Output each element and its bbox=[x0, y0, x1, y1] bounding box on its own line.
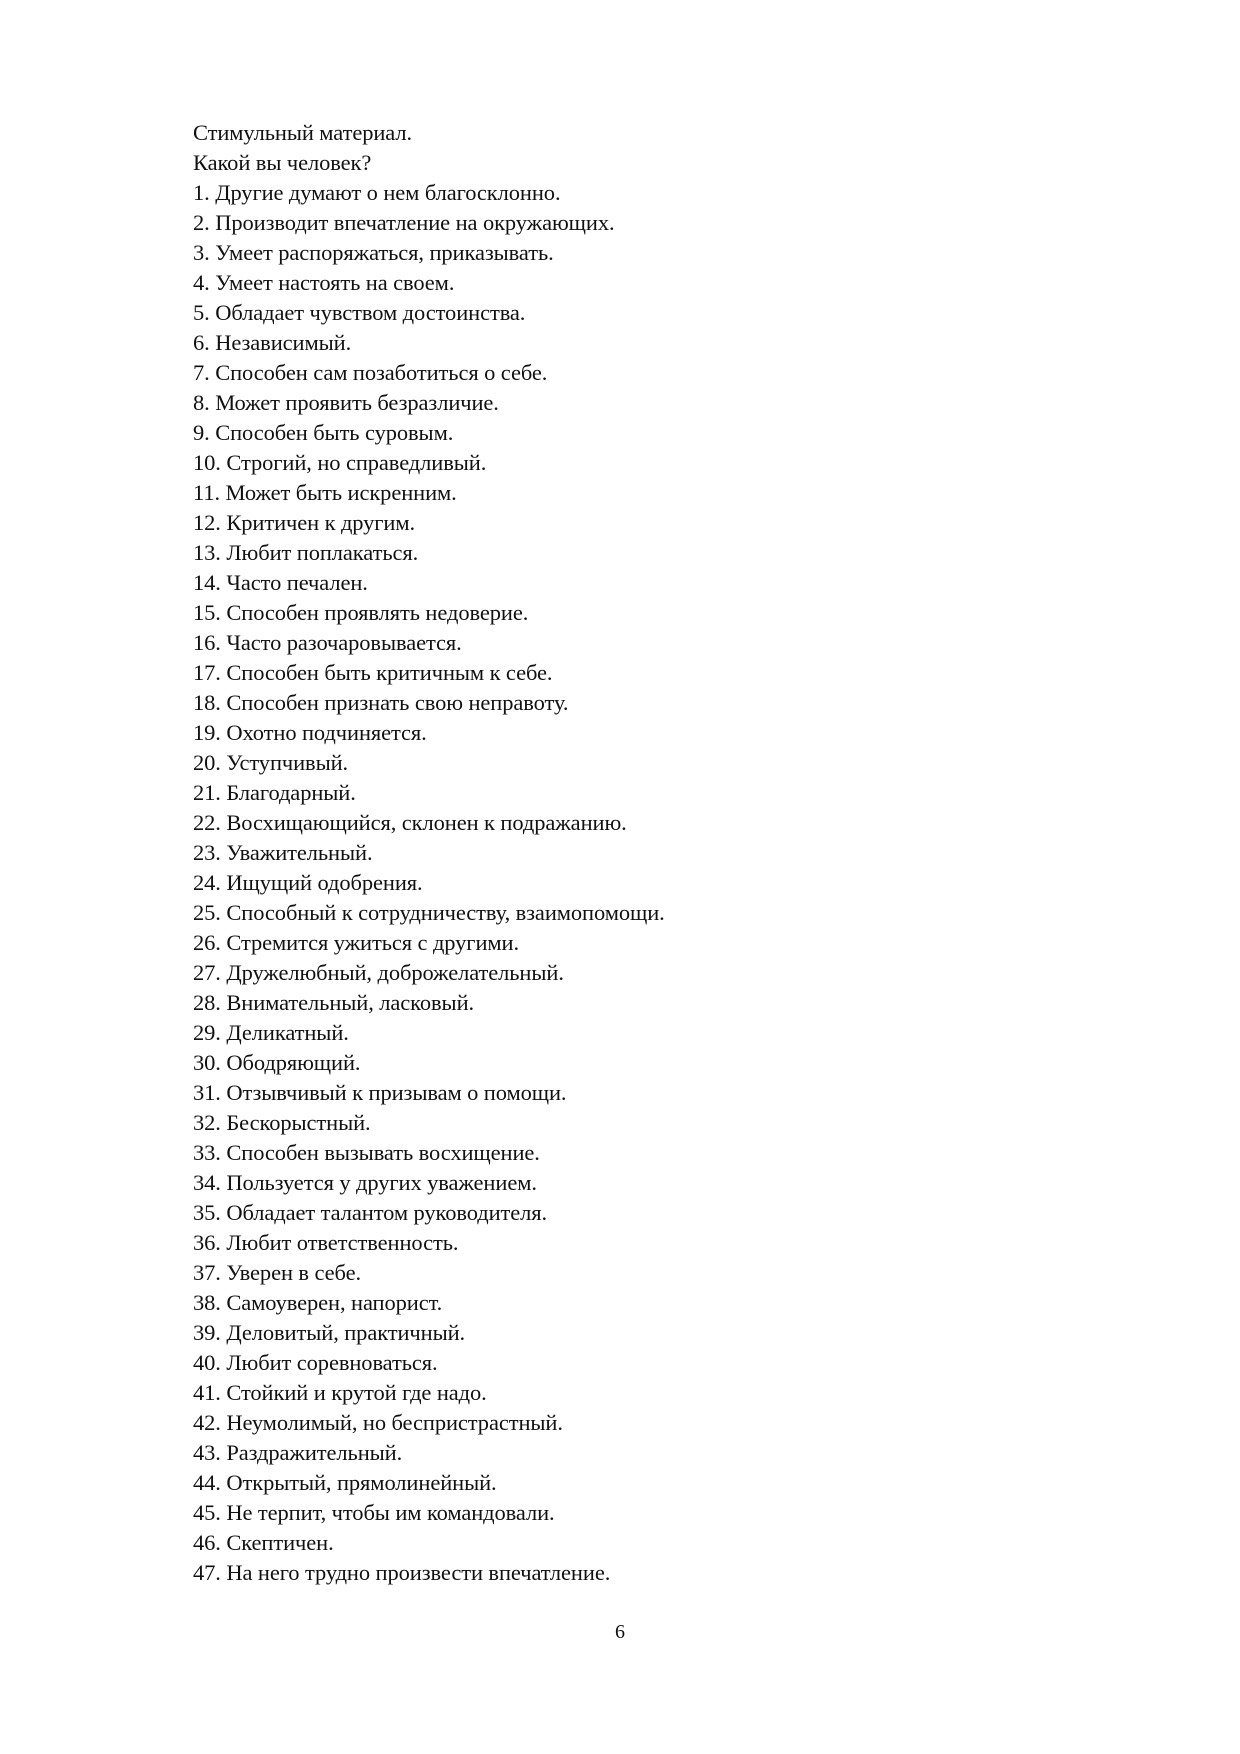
list-item: 43. Раздражительный. bbox=[193, 1440, 403, 1465]
list-item: 31. Отзывчивый к призывам о помощи. bbox=[193, 1080, 567, 1105]
list-item: 36. Любит ответственность. bbox=[193, 1230, 459, 1255]
list-item: 24. Ищущий одобрения. bbox=[193, 870, 423, 895]
list-item: 46. Скептичен. bbox=[193, 1530, 334, 1555]
list-item: 17. Способен быть критичным к себе. bbox=[193, 660, 553, 685]
list-item: 1. Другие думают о нем благосклонно. bbox=[193, 180, 561, 205]
list-item: 7. Способен сам позаботиться о себе. bbox=[193, 360, 548, 385]
list-item: 30. Ободряющий. bbox=[193, 1050, 361, 1075]
list-item: 19. Охотно подчиняется. bbox=[193, 720, 427, 745]
list-item: 25. Способный к сотрудничеству, взаимопомощи. bbox=[193, 900, 665, 925]
list-item: 4. Умеет настоять на своем. bbox=[193, 270, 455, 295]
list-item: 5. Обладает чувством достоинства. bbox=[193, 300, 526, 325]
list-item: 35. Обладает талантом руководителя. bbox=[193, 1200, 548, 1225]
list-item: 47. На него трудно произвести впечатление. bbox=[193, 1560, 611, 1585]
list-item: 2. Производит впечатление на окружающих. bbox=[193, 210, 615, 235]
list-item: 39. Деловитый, практичный. bbox=[193, 1320, 466, 1345]
list-item: 29. Деликатный. bbox=[193, 1020, 349, 1045]
list-item: 26. Стремится ужиться с другими. bbox=[193, 930, 519, 955]
list-item: 18. Способен признать свою неправоту. bbox=[193, 690, 569, 715]
list-item: 42. Неумолимый, но беспристрастный. bbox=[193, 1410, 563, 1435]
list-item: 6. Независимый. bbox=[193, 330, 352, 355]
list-item: 23. Уважительный. bbox=[193, 840, 373, 865]
list-item: 33. Способен вызывать восхищение. bbox=[193, 1140, 540, 1165]
list-item: 40. Любит соревноваться. bbox=[193, 1350, 438, 1375]
list-item: 8. Может проявить безразличие. bbox=[193, 390, 499, 415]
list-item: 44. Открытый, прямолинейный. bbox=[193, 1470, 497, 1495]
list-item: 21. Благодарный. bbox=[193, 780, 356, 805]
list-item: 38. Самоуверен, напорист. bbox=[193, 1290, 443, 1315]
list-item: 32. Бескорыстный. bbox=[193, 1110, 371, 1135]
list-item: 45. Не терпит, чтобы им командовали. bbox=[193, 1500, 555, 1525]
page-number: 6 bbox=[615, 1621, 625, 1643]
list-item: 37. Уверен в себе. bbox=[193, 1260, 361, 1285]
section-heading: Стимульный материал. bbox=[193, 120, 413, 145]
list-item: 9. Способен быть суровым. bbox=[193, 420, 454, 445]
list-item: 34. Пользуется у других уважением. bbox=[193, 1170, 537, 1195]
list-item: 12. Критичен к другим. bbox=[193, 510, 416, 535]
list-item: 28. Внимательный, ласковый. bbox=[193, 990, 475, 1015]
list-item: 41. Стойкий и крутой где надо. bbox=[193, 1380, 487, 1405]
page-content bbox=[193, 118, 1093, 1588]
list-item: 22. Восхищающийся, склонен к подражанию. bbox=[193, 810, 627, 835]
list-item: 10. Строгий, но справедливый. bbox=[193, 450, 487, 475]
list-item: 27. Дружелюбный, доброжелательный. bbox=[193, 960, 564, 985]
stimulus-list bbox=[193, 178, 1093, 1588]
list-item: 3. Умеет распоряжаться, приказывать. bbox=[193, 240, 554, 265]
list-item: 20. Уступчивый. bbox=[193, 750, 349, 775]
list-item: 13. Любит поплакаться. bbox=[193, 540, 419, 565]
list-item: 15. Способен проявлять недоверие. bbox=[193, 600, 529, 625]
question-title: Какой вы человек? bbox=[193, 150, 372, 175]
list-item: 11. Может быть искренним. bbox=[193, 480, 457, 505]
list-item: 14. Часто печален. bbox=[193, 570, 368, 595]
list-item: 16. Часто разочаровывается. bbox=[193, 630, 462, 655]
